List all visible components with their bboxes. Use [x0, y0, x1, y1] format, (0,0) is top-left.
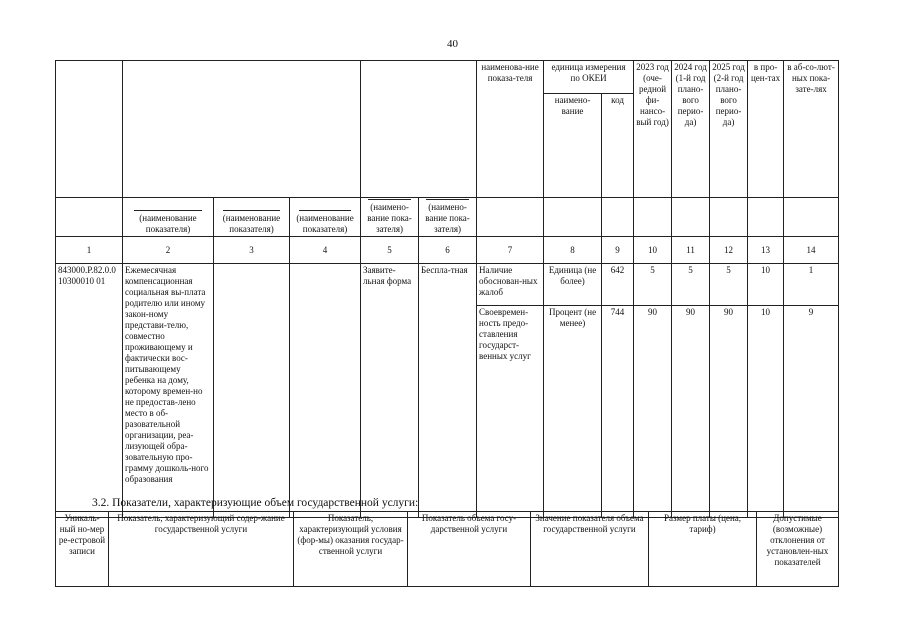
- value-2023-cell: 90: [634, 306, 672, 518]
- registry-number-header: Уникаль-ный но-мер ре-естровой записи: [56, 512, 109, 587]
- column-number: 3: [214, 237, 290, 264]
- column-number: 9: [602, 237, 634, 264]
- value-2025-cell: 5: [710, 264, 748, 306]
- unit-code-header: код: [602, 94, 634, 198]
- sub-labels-row: [56, 198, 839, 237]
- unit-name-cell: Единица (не более): [544, 264, 602, 306]
- content-sub-label-1: (наименование показателя): [123, 198, 214, 237]
- empty-sub-cell: [477, 198, 544, 237]
- empty-sub-cell: [710, 198, 748, 237]
- column-number: 12: [710, 237, 748, 264]
- condition-payment-cell: Бесплa-тная: [419, 264, 477, 518]
- quality-indicators-table: [55, 60, 839, 518]
- unit-code-cell: 744: [602, 306, 634, 518]
- fee-header: Размер платы (цена, тариф): [649, 512, 757, 587]
- column-numbers-row: [56, 237, 839, 264]
- volume-indicators-table: [55, 511, 839, 587]
- column-number: 10: [634, 237, 672, 264]
- conditions-indicator-header: Показатель, характеризующий условия (фор-мы) оказания государ-ственной услуги: [294, 512, 408, 587]
- unit-code-cell: 642: [602, 264, 634, 306]
- indicator-name-cell: Своевремен-ность предо-ставления государст-венных услуг: [477, 306, 544, 518]
- condition-sub-label-2: (наимено-вание пока-зателя): [419, 198, 477, 237]
- value-2024-cell: 90: [672, 306, 710, 518]
- column-number: 6: [419, 237, 477, 264]
- absolute-deviation-cell: 1: [784, 264, 839, 306]
- allowed-deviation-header: Допустимые (возможные) отклонения от установлен-ных показателей: [757, 512, 839, 587]
- unit-name-header: наимено-вание: [544, 94, 602, 198]
- empty-content-cell: [214, 264, 290, 518]
- empty-sub-cell: [672, 198, 710, 237]
- empty-sub-cell: [748, 198, 784, 237]
- column-number: 11: [672, 237, 710, 264]
- value-2025-cell: 90: [710, 306, 748, 518]
- column-number: 14: [784, 237, 839, 264]
- column-number: 4: [290, 237, 361, 264]
- column-number: 8: [544, 237, 602, 264]
- absolute-deviation-header: в аб-со-лют-ных пока-зате-лях: [784, 61, 839, 198]
- conditions-header-cell: [361, 61, 477, 198]
- section-title: 3.2. Показатели, характеризующие объем государственной услуги:: [92, 497, 419, 509]
- content-sub-label-2: (наименование показателя): [214, 198, 290, 237]
- content-indicator-header: Показатель, характеризующий содер-жание государственной услуги: [109, 512, 294, 587]
- condition-sub-label-1: (наимено-вание пока-зателя): [361, 198, 419, 237]
- unit-name-cell: Процент (не менее): [544, 306, 602, 518]
- record-number-sub-cell: [56, 198, 123, 237]
- value-2024-cell: 5: [672, 264, 710, 306]
- volume-indicator-header: Показатель объема госу-дарственной услуги: [408, 512, 531, 587]
- absolute-deviation-cell: 9: [784, 306, 839, 518]
- service-content-cell: Ежемесячная компенсационная социальная вы-плата родителю или иному закон-ному представи-телю, совместно проживающему и фактически вос-питывающему ребенка на дому, которому времен-но не предостав-лено место в об-разовательной организации, реа-лизующей обра-зовательную про-грамму дошколь-ного образования: [123, 264, 214, 518]
- empty-content-cell: [290, 264, 361, 518]
- value-2023-cell: 5: [634, 264, 672, 306]
- empty-sub-cell: [544, 198, 602, 237]
- unit-header: единица измерения по ОКЕИ: [544, 61, 634, 94]
- column-number: 1: [56, 237, 123, 264]
- column-number: 7: [477, 237, 544, 264]
- condition-form-cell: Заявите-льная форма: [361, 264, 419, 518]
- empty-sub-cell: [634, 198, 672, 237]
- content-header-cell: [123, 61, 361, 198]
- empty-sub-cell: [784, 198, 839, 237]
- indicator-name-cell: Наличие обоснован-ных жалоб: [477, 264, 544, 306]
- table-row: [56, 264, 839, 306]
- percent-deviation-cell: 10: [748, 306, 784, 518]
- percent-deviation-cell: 10: [748, 264, 784, 306]
- indicator-name-header: наименова-ние показа-теля: [477, 61, 544, 198]
- record-number-header-cell: [56, 61, 123, 198]
- percent-deviation-header: в про-цен-тах: [748, 61, 784, 198]
- content-sub-label-3: (наименование показателя): [290, 198, 361, 237]
- volume-value-header: Значение показателя объема государственной услуги: [531, 512, 649, 587]
- year-2025-header: 2025 год (2-й год плано-вого перио-да): [710, 61, 748, 198]
- column-number: 13: [748, 237, 784, 264]
- table-header-row: [56, 512, 839, 587]
- column-number: 2: [123, 237, 214, 264]
- year-2024-header: 2024 год (1-й год плано-вого перио-да): [672, 61, 710, 198]
- record-code-cell: 843000.Р.82.0.010300010 01: [56, 264, 123, 518]
- empty-sub-cell: [602, 198, 634, 237]
- year-2023-header: 2023 год (оче-редной фи-нансо-вый год): [634, 61, 672, 198]
- page-number: 40: [447, 38, 458, 50]
- column-number: 5: [361, 237, 419, 264]
